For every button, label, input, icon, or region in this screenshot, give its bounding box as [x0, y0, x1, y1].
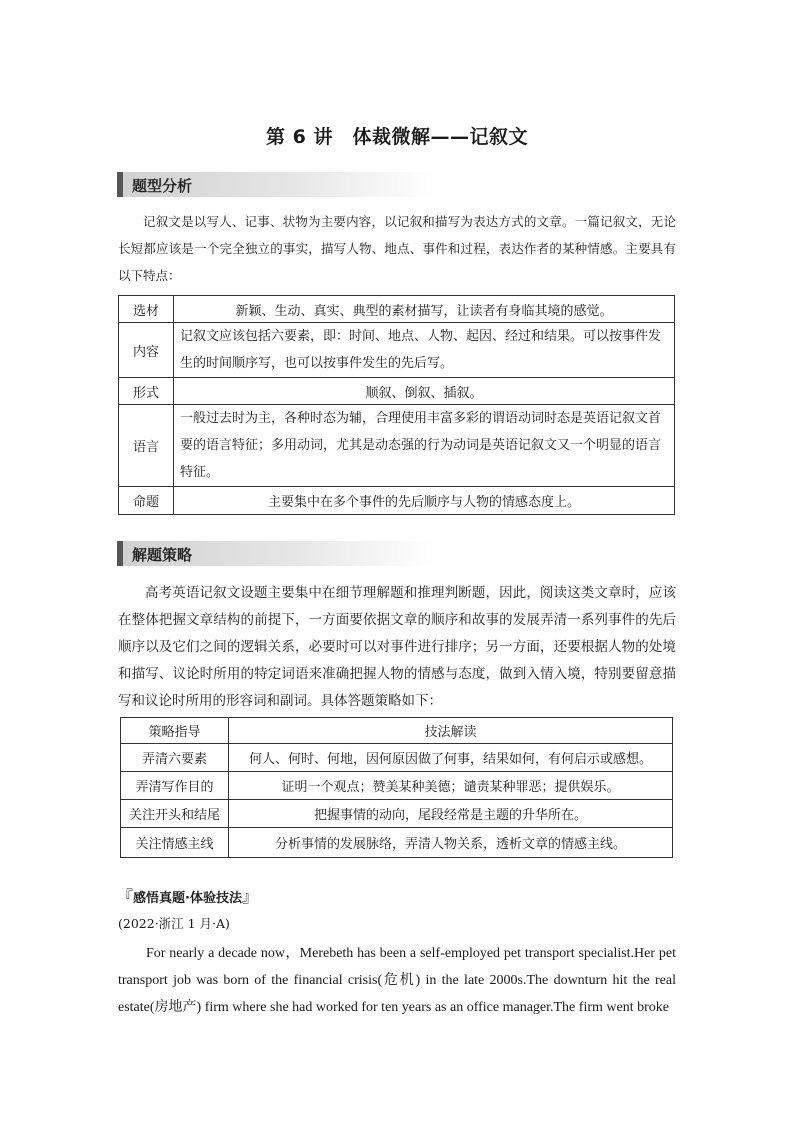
- row-text: 一般过去时为主，各种时态为辅，合理使用丰富多彩的谓语动词时态是英语记叙文首要的语言特征；多用动词，尤其是动态强的行为动词是英语记叙文又一个明显的语言特征。: [174, 405, 675, 487]
- section-heading-label: 解题策略: [132, 546, 193, 564]
- table-row: [121, 772, 673, 800]
- table-row: [121, 800, 673, 828]
- practice-tag-label: 感悟真题·体验技法: [133, 891, 242, 906]
- column-header-method: 技法解读: [229, 718, 673, 744]
- method-cell: 把握事情的动向，尾段经常是主题的升华所在。: [229, 800, 673, 828]
- table-row: [119, 323, 675, 378]
- table-row: [121, 828, 673, 858]
- features-table: [118, 295, 675, 515]
- practice-tag: [117, 884, 258, 907]
- analysis-intro: 记叙文是以写人、记事、状物为主要内容，以记叙和描写为表达方式的文章。一篇记叙文，无论长短都应该是一个完全独立的事实，描写人物、地点、事件和过程，表达作者的某种情感。主要具有以下特点：: [118, 214, 676, 283]
- strategy-intro: 高考英语记叙文设题主要集中在细节理解题和推理判断题，因此，阅读这类文章时，应该在整体把握文章结构的前提下，一方面要依据文章的顺序和故事的发展弄清一系列事件的先后顺序以及它们之间的逻辑关系，必要时可以对事件进行排序；另一方面，还要根据人物的处境和描写、议论时所用的特定词语来准确把握人物的情感与态度，做到入情入境，特别要留意描写和议论时所用的形容词和副词。具体答题策略如下：: [118, 585, 676, 709]
- table-row: [119, 487, 675, 515]
- strategy-cell: 关注开头和结尾: [121, 800, 229, 828]
- section-heading-label: 题型分析: [132, 177, 193, 195]
- table-row: [119, 296, 675, 323]
- row-label: 形式: [119, 378, 174, 405]
- row-label: 命题: [119, 487, 174, 515]
- strategy-cell: 弄清写作目的: [121, 772, 229, 800]
- method-cell: 何人、何时、何地，因何原因做了何事，结果如何，有何启示或感想。: [229, 744, 673, 772]
- method-cell: 证明一个观点；赞美某种美德；谴责某种罪恶；提供娱乐。: [229, 772, 673, 800]
- strategy-cell: 关注情感主线: [121, 828, 229, 858]
- section-heading-analysis: [117, 172, 435, 197]
- table-row: [119, 378, 675, 405]
- reading-passage: For nearly a decade now，Merebeth has been a self-employed pet transport specialist.Her pet transport job was born of the financial crisis(危机) in the late 2000s.The downturn hit the real estate(房地产) firm where she had worked for ten years as an office manager.The firm went broke: [118, 946, 676, 1015]
- row-text: 新颖、生动、真实、典型的素材描写，让读者有身临其境的感觉。: [174, 296, 675, 323]
- method-cell: 分析事情的发展脉络，弄清人物关系，透析文章的情感主线。: [229, 828, 673, 858]
- row-text: 顺叙、倒叙、插叙。: [174, 378, 675, 405]
- table-header-row: [121, 718, 673, 744]
- bracket-close: 』: [241, 887, 258, 906]
- table-row: [119, 405, 675, 487]
- row-label: 语言: [119, 405, 174, 487]
- table-row: [121, 744, 673, 772]
- heading-bar: [117, 172, 123, 197]
- row-label: 内容: [119, 323, 174, 378]
- row-text: 主要集中在多个事件的先后顺序与人物的情感态度上。: [174, 487, 675, 515]
- strategy-table: [120, 717, 673, 858]
- page-title: 第 6 讲 体裁微解——记叙文: [266, 126, 528, 148]
- row-text: 记叙文应该包括六要素，即：时间、地点、人物、起因、经过和结果。可以按事件发生的时间顺序写，也可以按事件发生的先后写。: [174, 323, 675, 378]
- strategy-cell: 弄清六要素: [121, 744, 229, 772]
- bracket-open: 『: [117, 887, 134, 906]
- column-header-strategy: 策略指导: [121, 718, 229, 744]
- heading-bar: [117, 541, 123, 566]
- row-label: 选材: [119, 296, 174, 323]
- section-heading-strategy: [117, 541, 435, 566]
- exam-source: (2022·浙江 1 月·A): [118, 916, 230, 931]
